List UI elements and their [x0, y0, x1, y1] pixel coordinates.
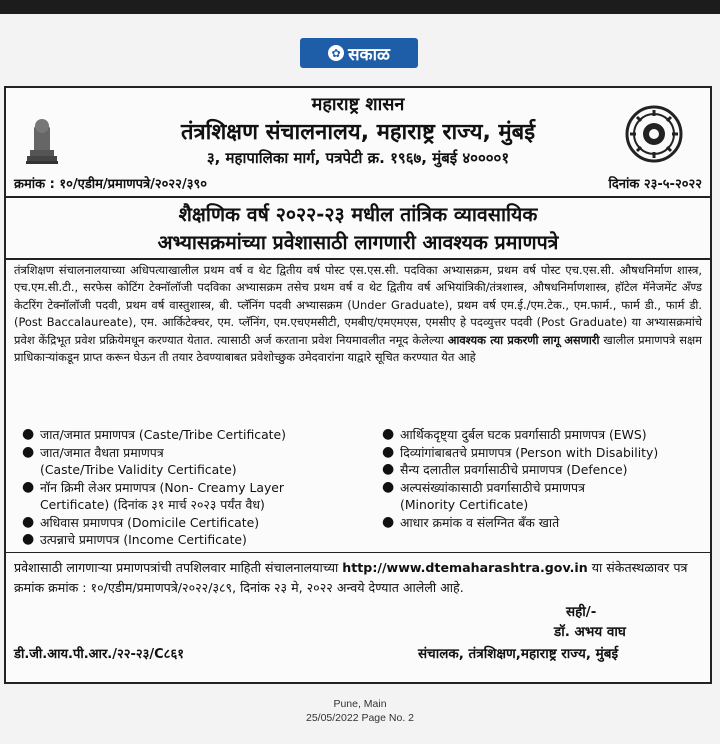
bullet-icon: ●: [22, 426, 35, 442]
department-address: ३, महापालिका मार्ग, पत्रपेटी क्र. १९६७, मुंबई ४००००१: [206, 149, 510, 167]
certificate-list-left: [20, 426, 365, 549]
page-edition: Pune, Main: [333, 698, 387, 710]
bullet-icon: ●: [382, 478, 395, 495]
signatory-name: डॉ. अभय वाघ: [554, 624, 626, 640]
bullet-icon: ●: [382, 513, 395, 530]
list-item-continuation: (Caste/Tribe Validity Certificate): [40, 462, 237, 477]
notice-date: दिनांक २३-५-२०२२: [608, 177, 702, 192]
list-item: ● जात/जमात वैधता प्रमाणपत्र: [22, 443, 164, 460]
bullet-icon: ●: [22, 531, 35, 547]
signed-mark: सही/-: [566, 604, 597, 620]
dgipr-code: डी.जी.आय.पी.आर./२२-२३/C८६१: [14, 647, 184, 662]
list-item: ● दिव्यांगांबाबतचे प्रमाणपत्र (Person with Disability): [382, 443, 659, 460]
divider: [6, 552, 710, 553]
notice-title-line-2: अभ्यासक्रमांच्या प्रवेशासाठी लागणारी आवश्यक प्रमाणपत्रे: [157, 231, 559, 254]
intro-emphasis: आवश्यक त्या प्रकरणी लागू असणारी: [447, 332, 600, 347]
page-date-number: 25/05/2022 Page No. 2: [305, 712, 414, 724]
list-item-continuation: Certificate) (दिनांक ३१ मार्च २०२३ पर्यंत वैध): [40, 497, 265, 512]
department-heading: तंत्रशिक्षण संचालनालय, महाराष्ट्र राज्य, मुंबई: [180, 120, 536, 145]
verification-paragraph: प्रवेशासाठी लागणाऱ्या प्रमाणपत्रांची तपशिलवार माहिती संचालनालयाच्या http://www.dtemaharashtra.gov.in या संकेतस्थळावर पत्र क्रमांक क्रमांक : १०/एडीम/प्रमाणपत्रे/२०२२/३८९, दिनांक २३ मे, २०२२ अन्वये देण्यात आलेली आहे.: [14, 560, 688, 595]
masthead-name: सकाळ: [348, 44, 390, 65]
certificate-list-right: [380, 426, 700, 531]
government-notice: [4, 86, 712, 684]
list-item: ● आधार क्रमांक व संलग्नित बँक खाते: [382, 513, 560, 530]
bullet-icon: ●: [22, 443, 35, 460]
website-link[interactable]: http://www.dtemaharashtra.gov.in: [342, 560, 588, 575]
bullet-icon: ●: [382, 426, 395, 442]
government-heading: महाराष्ट्र शासन: [311, 94, 405, 115]
top-black-bar: [0, 0, 720, 14]
intro-paragraph: तंत्रशिक्षण संचालनालयाच्या अधिपत्याखालील प्रथम वर्ष व थेट द्वितीय वर्ष पोस्ट एस.एस.सी. पदविका अभ्यासक्रम, प्रथम वर्ष पोस्ट एच.एस.सी. औषधनिर्माण शास्त्र, एच.एम.सी.टी., सरफेस कोटिंग टेक्नॉलॉजी पदविका अभ्यासक्रम तसेच प्रथम वर्ष व थेट द्वितीय वर्ष अभियांत्रिकी/तंत्रशास्त्र, औषधनिर्माणशास्त्र, हॉटेल मॅनेजमेंट अँण्ड केटरिंग टेक्नॉलॉजी पदवी, प्रथम वर्ष वास्तुशास्त्र, बी. प्लॅनिंग पदवी अभ्यासक्रम (Under Graduate), प्रथम वर्ष एम.ई./एम.टेक., एम.फार्म., फार्म डी., फार्म डी. (Post Baccalaureate), एम. आर्किटेक्चर, एम. प्लॅनिंग, एम.एचएमसीटी, एमबीए/एमएमएस, एमसीए हे पदव्युत्तर पदवी (Post Graduate) या अभ्यासक्रमांचे प्रवेश केंद्रिभूत प्रवेश प्रक्रियेमधून करण्यात येतात. त्यासाठी अर्ज करताना प्रवेश नियमावलीत नमूद केलेल्या आवश्यक त्या प्रकरणी लागू असणारी खालील प्रमाणपत्रे सक्षम प्राधिकाऱ्यांकडून प्राप्त करून घेऊन ती तयार ठेवण्याबाबत प्रवेशोच्छुक उमेदवारांना याद्वारे सूचित करण्यात येत आहे: [14, 263, 702, 365]
list-item: ● अधिवास प्रमाणपत्र (Domicile Certificate): [22, 513, 260, 530]
sakal-masthead: [300, 38, 418, 68]
list-item: ● उत्पन्नाचे प्रमाणपत्र (Income Certificate): [22, 531, 247, 547]
notice-title-line-1: शैक्षणिक वर्ष २०२२-२३ मधील तांत्रिक व्यावसायिक: [178, 203, 538, 226]
list-item: ● आर्थिकदृष्ट्या दुर्बल घटक प्रवर्गासाठी प्रमाणपत्र (EWS): [382, 426, 647, 442]
signatory-designation: संचालक, तंत्रशिक्षण,महाराष्ट्र राज्य, मुंबई: [418, 646, 619, 662]
bullet-icon: ●: [382, 461, 395, 477]
divider: [6, 258, 710, 260]
reference-line: [14, 174, 702, 194]
list-item-continuation: (Minority Certificate): [400, 497, 529, 512]
bullet-icon: ●: [382, 443, 395, 460]
bullet-icon: ●: [22, 478, 35, 495]
list-item: ● जात/जमात प्रमाणपत्र (Caste/Tribe Certificate): [22, 426, 286, 442]
sakal-logo-icon: ✿: [328, 45, 344, 61]
list-item: ● सैन्य दलातील प्रवर्गासाठीचे प्रमाणपत्र (Defence): [382, 461, 628, 477]
list-item: ● नॉन क्रिमी लेअर प्रमाणपत्र (Non- Creamy Layer: [22, 478, 285, 495]
bullet-icon: ●: [22, 513, 35, 530]
divider: [6, 196, 710, 198]
reference-number: क्रमांक : १०/एडीम/प्रमाणपत्रे/२०२२/३९०: [14, 177, 207, 192]
list-item: ● अल्पसंख्यांकासाठी प्रवर्गासाठीचे प्रमाणपत्र: [382, 478, 585, 495]
